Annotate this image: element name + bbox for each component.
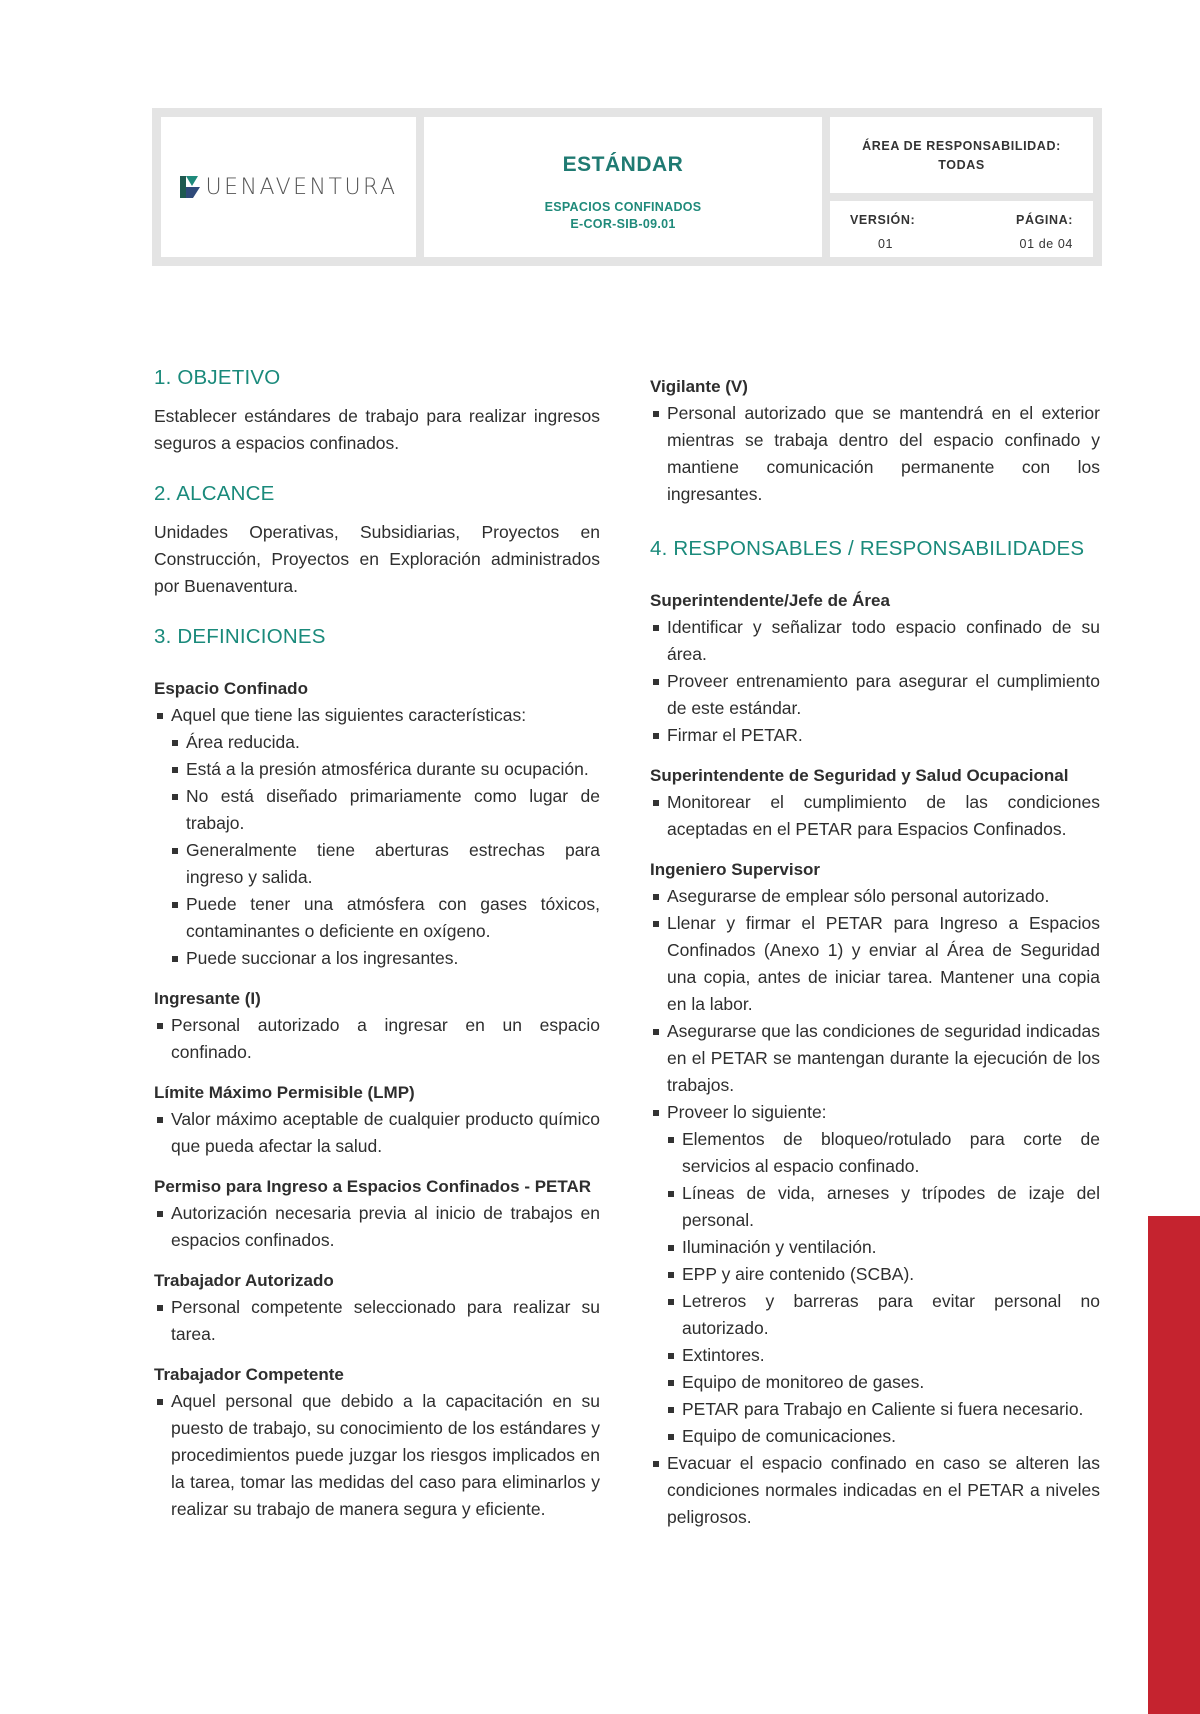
left-column bbox=[154, 363, 600, 1523]
list-lmp bbox=[154, 1106, 600, 1160]
list-ingeniero bbox=[650, 883, 1100, 1126]
term-lmp: Límite Máximo Permisible (LMP) bbox=[154, 1083, 415, 1102]
term-trabajador-autorizado: Trabajador Autorizado bbox=[154, 1271, 334, 1290]
list-item: Aquel personal que debido a la capacitación en su puesto de trabajo, su conocimiento de los estándares y procedimientos puede juzgar los riesgos implicados en la tarea, tomar las medidas del caso para eliminarlos y realizar su trabajo de manera segura y eficiente. bbox=[154, 1388, 600, 1523]
term-superintendente: Superintendente/Jefe de Área bbox=[650, 591, 890, 610]
side-tab-code: E-COR-SIB-09.01 bbox=[14, 1387, 37, 1553]
list-item: Está a la presión atmosférica durante su ocupación. bbox=[169, 756, 600, 783]
page-value: 01 de 04 bbox=[1019, 237, 1073, 251]
alcance-text: Unidades Operativas, Subsidiarias, Proyectos en Construcción, Proyectos en Exploración administrados por Buenaventura. bbox=[154, 522, 600, 596]
document-subtitle bbox=[424, 199, 822, 233]
list-item: Elementos de bloqueo/rotulado para corte de servicios al espacio confinado. bbox=[665, 1126, 1100, 1180]
list-ingresante bbox=[154, 1012, 600, 1066]
list-item: Área reducida. bbox=[169, 729, 600, 756]
list-item: Llenar y firmar el PETAR para Ingreso a Espacios Confinados (Anexo 1) y enviar al Área de Seguridad una copia, antes de iniciar tarea. Mantener una copia en la labor. bbox=[650, 910, 1100, 1018]
list-item: Puede succionar a los ingresantes. bbox=[169, 945, 600, 972]
term-ingresante: Ingresante (I) bbox=[154, 989, 261, 1008]
list-vigilante bbox=[650, 400, 1100, 508]
area-cell bbox=[830, 117, 1093, 193]
list-item: Iluminación y ventilación. bbox=[665, 1234, 1100, 1261]
list-item: Monitorear el cumplimiento de las condiciones aceptadas en el PETAR para Espacios Confinados. bbox=[650, 789, 1100, 843]
list-competente bbox=[154, 1388, 600, 1523]
document-header bbox=[152, 108, 1102, 266]
heading-responsables: 4. RESPONSABLES / RESPONSABILIDADES bbox=[650, 537, 1085, 560]
term-espacio-confinado: Espacio Confinado bbox=[154, 679, 308, 698]
heading-alcance: 2. ALCANCE bbox=[154, 482, 275, 505]
list-item: EPP y aire contenido (SCBA). bbox=[665, 1261, 1100, 1288]
heading-objetivo: 1. OBJETIVO bbox=[154, 366, 281, 389]
list-item: Evacuar el espacio confinado en caso se alteren las condiciones normales indicadas en el PETAR a niveles peligrosos. bbox=[650, 1450, 1100, 1531]
version-label: VERSIÓN: bbox=[850, 213, 916, 227]
section-alcance bbox=[154, 479, 600, 600]
side-tab bbox=[1148, 1216, 1200, 1714]
list-item: Puede tener una atmósfera con gases tóxicos, contaminantes o deficiente en oxígeno. bbox=[169, 891, 600, 945]
term-vigilante: Vigilante (V) bbox=[650, 377, 748, 396]
term-petar: Permiso para Ingreso a Espacios Confinados - PETAR bbox=[154, 1177, 592, 1196]
title-cell bbox=[424, 117, 822, 257]
list-item: Autorización necesaria previa al inicio de trabajos en espacios confinados. bbox=[154, 1200, 600, 1254]
list-petar bbox=[154, 1200, 600, 1254]
list-item: Letreros y barreras para evitar personal no autorizado. bbox=[665, 1288, 1100, 1342]
version-value: 01 bbox=[878, 237, 894, 251]
list-item: Equipo de comunicaciones. bbox=[665, 1423, 1100, 1450]
list-item: Firmar el PETAR. bbox=[650, 722, 1100, 749]
subtitle-line-1: ESPACIOS CONFINADOS bbox=[544, 200, 702, 214]
list-item: PETAR para Trabajo en Caliente si fuera necesario. bbox=[665, 1396, 1100, 1423]
buenaventura-logo bbox=[180, 174, 398, 200]
sublist-espacio bbox=[154, 729, 600, 972]
document-title: ESTÁNDAR bbox=[562, 153, 684, 176]
list-item: Personal autorizado que se mantendrá en el exterior mientras se trabaja dentro del espacio confinado y mantiene comunicación permanente con los ingresantes. bbox=[650, 400, 1100, 508]
list-item: Extintores. bbox=[665, 1342, 1100, 1369]
logo-cell bbox=[161, 117, 416, 257]
list-item: Asegurarse que las condiciones de seguridad indicadas en el PETAR se mantengan durante la ejecución de los trabajos. bbox=[650, 1018, 1100, 1099]
list-seguridad bbox=[650, 789, 1100, 843]
list-item: No está diseñado primariamente como lugar de trabajo. bbox=[169, 783, 600, 837]
area-label: ÁREA DE RESPONSABILIDAD: bbox=[862, 139, 1061, 153]
list-item: Aquel que tiene las siguientes características: bbox=[154, 702, 600, 729]
list-superintendente bbox=[650, 614, 1100, 749]
list-item: Equipo de monitoreo de gases. bbox=[665, 1369, 1100, 1396]
list-item: Proveer entrenamiento para asegurar el cumplimiento de este estándar. bbox=[650, 668, 1100, 722]
list-item: Líneas de vida, arneses y trípodes de izaje del personal. bbox=[665, 1180, 1100, 1234]
list-autorizado bbox=[154, 1294, 600, 1348]
list-item: Valor máximo aceptable de cualquier producto químico que pueda afectar la salud. bbox=[154, 1106, 600, 1160]
term-trabajador-competente: Trabajador Competente bbox=[154, 1365, 344, 1384]
logo-text: UENAVENTURA bbox=[205, 174, 398, 200]
list-item: Proveer lo siguiente: bbox=[650, 1099, 1100, 1126]
list-item: Personal competente seleccionado para realizar su tarea. bbox=[154, 1294, 600, 1348]
term-ingeniero-supervisor: Ingeniero Supervisor bbox=[650, 860, 821, 879]
list-item: Personal autorizado a ingresar en un espacio confinado. bbox=[154, 1012, 600, 1066]
heading-definiciones: 3. DEFINICIONES bbox=[154, 625, 326, 648]
list-item: Identificar y señalizar todo espacio confinado de su área. bbox=[650, 614, 1100, 668]
section-objetivo bbox=[154, 363, 600, 457]
subtitle-line-2: E-COR-SIB-09.01 bbox=[570, 217, 676, 231]
list-espacio bbox=[154, 702, 600, 729]
area-value: TODAS bbox=[938, 158, 985, 172]
right-column bbox=[650, 374, 1100, 1531]
objetivo-text: Establecer estándares de trabajo para realizar ingresos seguros a espacios confinados. bbox=[154, 406, 600, 453]
list-ingeniero-final bbox=[650, 1450, 1100, 1531]
section-definiciones bbox=[154, 622, 600, 1523]
list-item: Asegurarse de emplear sólo personal autorizado. bbox=[650, 883, 1100, 910]
page-label: PÁGINA: bbox=[1016, 213, 1073, 227]
sublist-ingeniero bbox=[650, 1126, 1100, 1450]
list-item: Generalmente tiene aberturas estrechas para ingreso y salida. bbox=[169, 837, 600, 891]
version-page-cell bbox=[830, 201, 1093, 257]
term-superintendente-seguridad: Superintendente de Seguridad y Salud Ocupacional bbox=[650, 766, 1069, 785]
logo-mark-icon bbox=[180, 174, 204, 200]
